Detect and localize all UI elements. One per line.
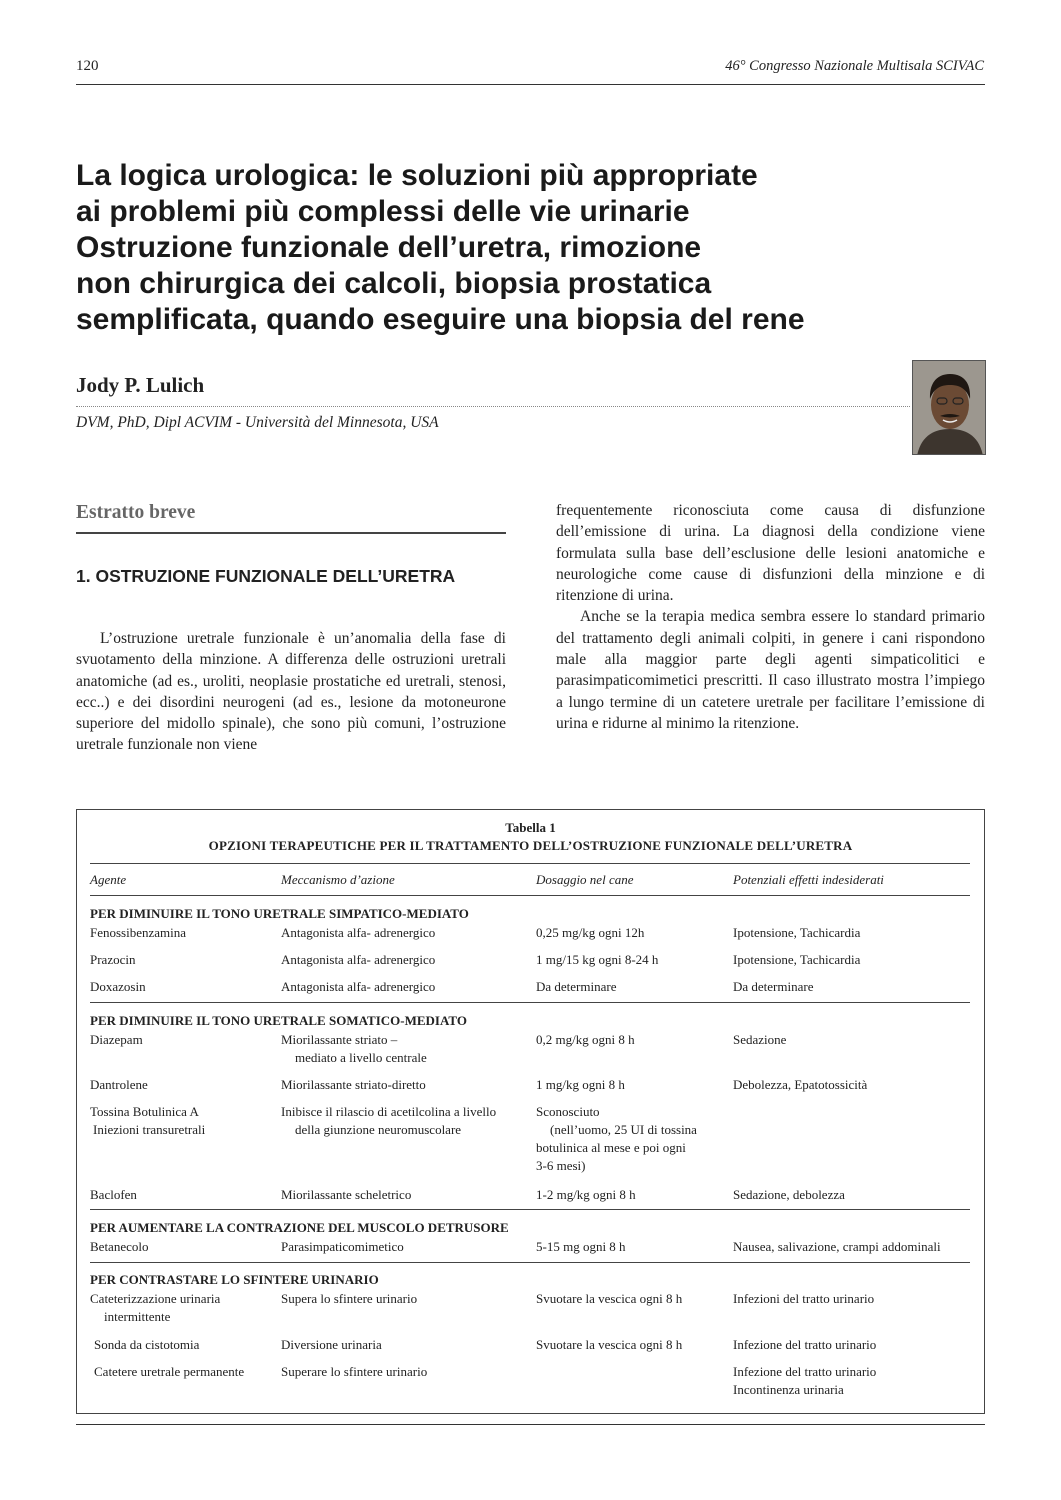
author-photo <box>912 360 986 455</box>
table-group-heading: PER CONTRASTARE LO SFINTERE URINARIO <box>90 1272 379 1287</box>
table-cell: Ipotensione, Tachicardia <box>733 925 861 940</box>
table-cell-line: Incontinenza urinaria <box>733 1382 844 1397</box>
table-cell: 0,2 mg/kg ogni 8 h <box>536 1032 635 1047</box>
table-cell: Da determinare <box>536 979 617 994</box>
author-portrait-icon <box>913 361 986 455</box>
table-cell-line: Tossina Botulinica A <box>90 1104 199 1119</box>
table-cell: Ipotensione, Tachicardia <box>733 952 861 967</box>
page-number: 120 <box>76 58 99 74</box>
table-cell-line: della giunzione neuromuscolare <box>295 1122 462 1137</box>
table-cell: Svuotare la vescica ogni 8 h <box>536 1337 683 1352</box>
table-cell: Antagonista alfa- adrenergico <box>281 979 436 994</box>
table-cell-line: intermittente <box>104 1309 171 1324</box>
table-cell: Supera lo sfintere urinario <box>281 1291 418 1306</box>
table-cell-line: Miorilassante striato – <box>281 1032 398 1047</box>
table-cell: 1 mg/kg ogni 8 h <box>536 1077 625 1092</box>
table-cell <box>281 1031 427 1067</box>
author-name: Jody P. Lulich <box>76 373 205 397</box>
table-cell-line: Cateterizzazione urinaria <box>90 1291 221 1306</box>
table-cell: Antagonista alfa- adrenergico <box>281 925 436 940</box>
table-cell <box>90 1103 205 1139</box>
column-header: Meccanismo d’azione <box>281 872 395 887</box>
header-divider <box>76 84 985 85</box>
table-cell: 0,25 mg/kg ogni 12h <box>536 925 645 940</box>
section-divider <box>76 532 506 534</box>
table-label: Tabella 1 <box>505 820 556 835</box>
table-cell: Sedazione, debolezza <box>733 1187 845 1202</box>
title-line: non chirurgica dei calcoli, biopsia prostatica <box>76 267 712 300</box>
body-paragraph-continued: frequentemente riconosciuta come causa di disfunzione dell’emissione di urina. La diagnosi della condizione viene formulata sulla base dell’esclusione delle lesioni anatomiche e neurologiche come cause di disfunzioni della minzione e di ritenzione di urina. <box>556 502 985 605</box>
table-cell: Debolezza, Epatotossicità <box>733 1077 868 1092</box>
table-group-heading: PER DIMINUIRE IL TONO URETRALE SOMATICO-MEDIATO <box>90 1013 467 1028</box>
author-affiliation: DVM, PhD, Dipl ACVIM - Università del Minnesota, USA <box>76 414 439 431</box>
table-cell: 1-2 mg/kg ogni 8 h <box>536 1187 636 1202</box>
section-heading: 1. OSTRUZIONE FUNZIONALE DELL’URETRA <box>76 566 456 586</box>
table-cell: Dantrolene <box>90 1077 148 1092</box>
table-cell: Baclofen <box>90 1187 137 1202</box>
table-title: OPZIONI TERAPEUTICHE PER IL TRATTAMENTO DELL’OSTRUZIONE FUNZIONALE DELL’URETRA <box>208 838 853 853</box>
column-header: Dosaggio nel cane <box>536 872 634 887</box>
section-label: Estratto breve <box>76 502 196 523</box>
running-header: 46° Congresso Nazionale Multisala SCIVAC <box>725 58 984 74</box>
table-rule <box>90 1262 970 1263</box>
body-paragraph: Anche se la terapia medica sembra essere lo standard primario del trattamento degli animali colpiti, in genere i cani rispondono male alla maggior parte degli agenti simpaticolitici e parasimpaticomimetici prescritti. Il caso illustrato mostra l’impiego a lungo termine di un catetere uretrale per facilitare l’emissione di urina e ridurne al minimo la ritenzione. <box>556 608 985 732</box>
title-line: ai problemi più complessi delle vie urinarie <box>76 195 690 228</box>
table-cell-line: Sconosciuto <box>536 1104 600 1119</box>
table-cell: Sonda da cistotomia <box>94 1337 200 1352</box>
table-cell-line: mediato a livello centrale <box>295 1050 427 1065</box>
table-cell <box>536 1103 697 1175</box>
table-cell: Parasimpaticomimetico <box>281 1239 404 1254</box>
body-paragraph: L’ostruzione uretrale funzionale è un’anomalia della fase di svuotamento della minzione. A differenza delle ostruzioni uretrali anatomiche (ad es., uroliti, neoplasie prostatiche ed uretrali, stenosi, ecc..) e dei disordini neurogeni (ad es., lesione da motoneurone superiore del midollo spinale), che sono più comuni, l’ostruzione uretrale funzionale non viene <box>76 630 506 754</box>
table-cell <box>733 1363 876 1399</box>
table-cell: Diazepam <box>90 1032 143 1047</box>
table-cell: Catetere uretrale permanente <box>94 1364 245 1379</box>
title-line: Ostruzione funzionale dell’uretra, rimozione <box>76 231 702 264</box>
table-cell: Nausea, salivazione, crampi addominali <box>733 1239 941 1254</box>
table-cell: Svuotare la vescica ogni 8 h <box>536 1291 683 1306</box>
title-line: La logica urologica: le soluzioni più appropriate <box>76 159 758 192</box>
table-cell: Da determinare <box>733 979 814 994</box>
table-cell: 1 mg/15 kg ogni 8-24 h <box>536 952 659 967</box>
table-cell-line: Iniezioni transuretrali <box>93 1122 206 1137</box>
table-cell: Betanecolo <box>90 1239 149 1254</box>
table-cell <box>90 1290 220 1326</box>
title-line: semplificata, quando eseguire una biopsia del rene <box>76 303 805 336</box>
table-cell: Doxazosin <box>90 979 146 994</box>
column-header: Agente <box>90 872 127 887</box>
table-cell: 5-15 mg ogni 8 h <box>536 1239 626 1254</box>
table-cell: Sedazione <box>733 1032 787 1047</box>
table-cell: Infezione del tratto urinario <box>733 1337 877 1352</box>
table-cell: Superare lo sfintere urinario <box>281 1364 428 1379</box>
table-cell: Infezioni del tratto urinario <box>733 1291 875 1306</box>
table-rule <box>90 1002 970 1003</box>
author-divider <box>76 406 910 407</box>
table-cell: Fenossibenzamina <box>90 925 187 940</box>
table-cell <box>281 1103 496 1139</box>
table-cell-line: Infezione del tratto urinario <box>733 1364 877 1379</box>
table-cell: Prazocin <box>90 952 136 967</box>
table-cell: Miorilassante striato-diretto <box>281 1077 426 1092</box>
table-cell: Antagonista alfa- adrenergico <box>281 952 436 967</box>
table-cell: Miorilassante scheletrico <box>281 1187 412 1202</box>
table-group-heading: PER DIMINUIRE IL TONO URETRALE SIMPATICO-MEDIATO <box>90 906 469 921</box>
table-group-heading: PER AUMENTARE LA CONTRAZIONE DEL MUSCOLO DETRUSORE <box>90 1220 509 1235</box>
table-cell: Diversione urinaria <box>281 1337 382 1352</box>
table-rule <box>90 1209 970 1210</box>
right-column <box>556 500 985 734</box>
table-cell-line: Inibisce il rilascio di acetilcolina a livello <box>281 1104 497 1119</box>
table-cell-line: (nell’uomo, 25 UI di tossina <box>550 1122 697 1137</box>
table-cell-line: 3-6 mesi) <box>536 1158 586 1173</box>
article-title <box>76 158 976 338</box>
table-rule <box>90 895 970 896</box>
table-cell-line: botulinica al mese e poi ogni <box>536 1140 686 1155</box>
table-bottom-divider <box>76 1424 985 1425</box>
table-rule <box>90 863 970 864</box>
column-header: Potenziali effetti indesiderati <box>733 872 884 887</box>
